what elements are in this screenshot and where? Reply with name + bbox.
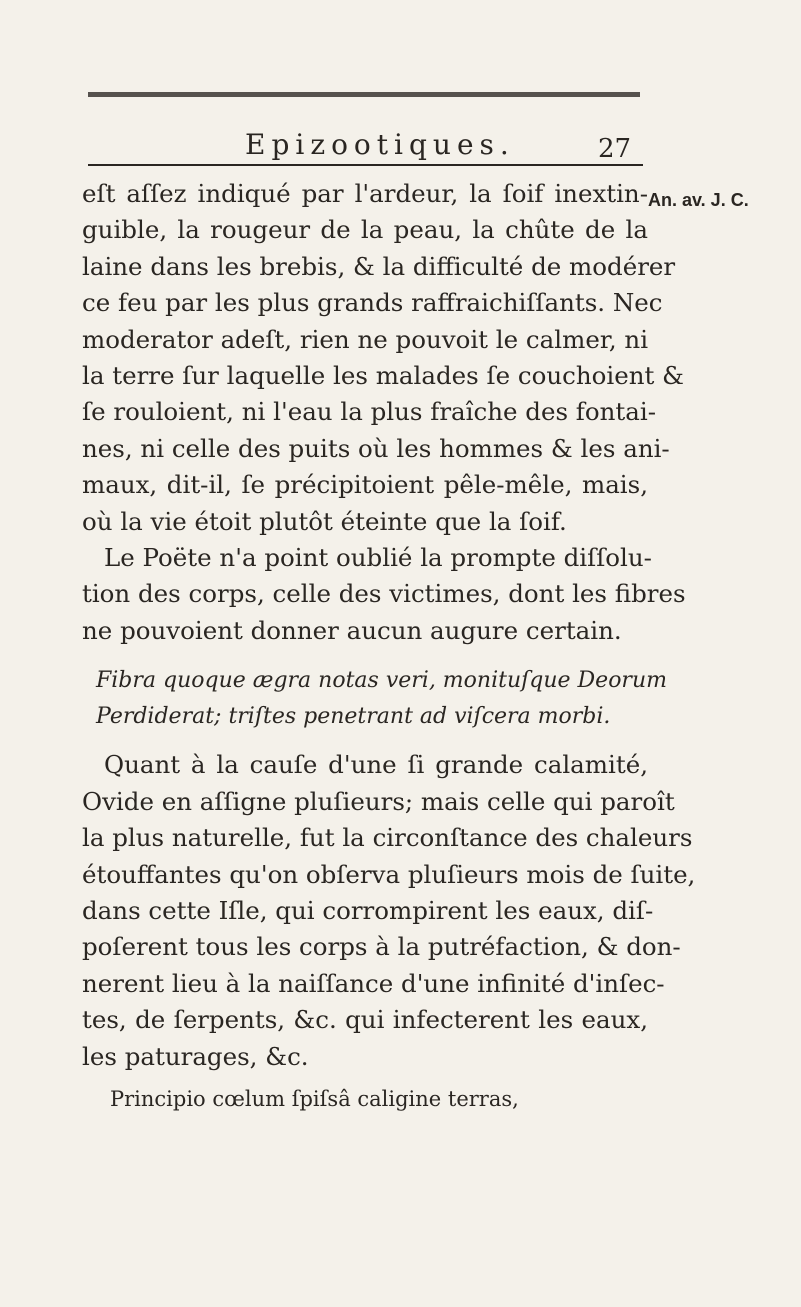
running-head: Epizootiques. xyxy=(245,128,515,161)
text-line: où la vie étoit plutôt éteinte que la ſoif. xyxy=(82,506,567,536)
text-line: eſt aſſez indiqué par l'ardeur, la ſoif inextin- xyxy=(82,179,648,208)
quote-line: Perdiderat; triſtes penetrant ad viſcera morbi. xyxy=(96,704,611,730)
text-line: ne pouvoient donner aucun augure certain. xyxy=(82,615,622,645)
text-line: tes, de ſerpents, &c. qui infecterent les eaux, xyxy=(82,1005,648,1035)
quote-line: Principio cœlum ſpiſsâ caligine terras, xyxy=(110,1086,519,1111)
text-line: nes, ni celle des puits où les hommes & les ani- xyxy=(82,433,670,463)
text-line: tion des corps, celle des victimes, dont les fibres xyxy=(82,579,686,609)
text-line: nerent lieu à la naiſſance d'une infinité d'inſec- xyxy=(82,968,665,998)
margin-note: An. av. J. C. xyxy=(648,190,749,210)
body-text xyxy=(82,176,696,1117)
page-header xyxy=(0,128,801,168)
text-line: Ovide en aſſigne pluſieurs; mais celle qui paroît xyxy=(82,786,675,816)
text-line: guible, la rougeur de la peau, la chûte de la xyxy=(82,215,648,245)
text-line: étouffantes qu'on obſerva pluſieurs mois de ſuite, xyxy=(82,859,696,889)
text-line: laine dans les brebis, & la difficulté de modérer xyxy=(82,251,676,281)
text-line: Quant à la cauſe d'une ſi grande calamité, xyxy=(104,750,648,780)
text-line: la plus naturelle, fut la circonſtance des chaleurs xyxy=(82,823,693,853)
text-line: poſerent tous les corps à la putréfaction, & don- xyxy=(82,932,681,962)
text-line: dans cette Iſle, qui corrompirent les eaux, diſ- xyxy=(82,895,654,925)
top-ornament-rule xyxy=(88,92,640,97)
latin-quotation xyxy=(82,663,667,735)
paragraph-3 xyxy=(82,747,696,1075)
paragraph-2 xyxy=(82,540,686,649)
closing-quotation xyxy=(82,1081,648,1117)
text-line: ſe rouloient, ni l'eau la plus fraîche des fontai- xyxy=(82,397,656,427)
text-line: ce feu par les plus grands raffraichiſſants. Nec xyxy=(82,288,663,318)
text-line: Le Poëte n'a point oublié la prompte diſſolu- xyxy=(104,543,652,573)
page-number: 27 xyxy=(598,134,632,164)
text-line: maux, dit-il, ſe précipitoient pêle-mêle, mais, xyxy=(82,470,648,500)
text-line: les paturages, &c. xyxy=(82,1041,309,1071)
header-rule xyxy=(88,164,643,166)
text-line: moderator adeſt, rien ne pouvoit le calmer, ni xyxy=(82,324,649,354)
paragraph-1 xyxy=(82,176,684,540)
text-line: la terre ſur laquelle les malades ſe couchoient & xyxy=(82,361,684,391)
quote-line: Fibra quoque ægra notas veri, monituſque Deorum xyxy=(96,668,667,694)
